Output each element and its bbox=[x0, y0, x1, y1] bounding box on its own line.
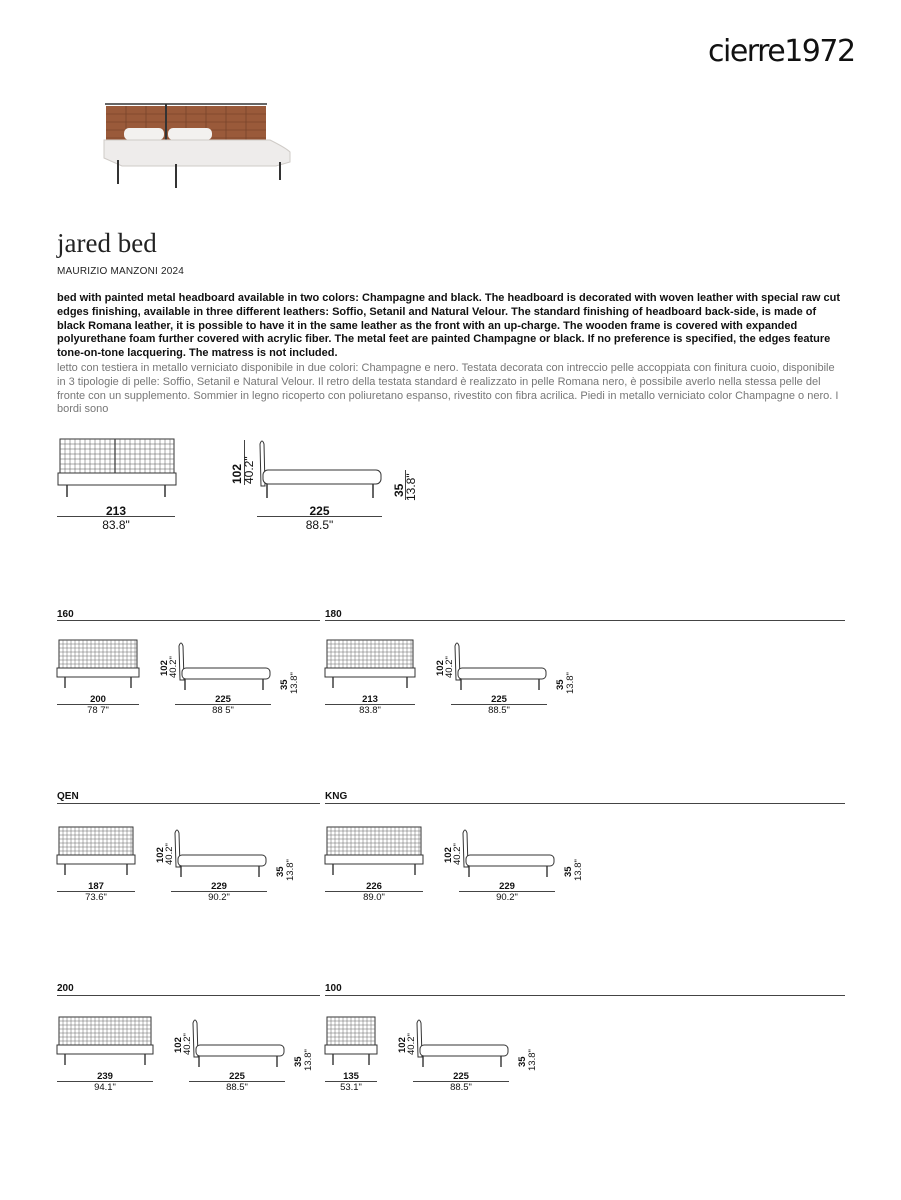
front-view-drawing bbox=[57, 825, 135, 879]
bed-product-image bbox=[100, 100, 295, 190]
length-in: 90.2" bbox=[496, 892, 518, 903]
bed-height-in: 13.8" bbox=[289, 672, 300, 694]
product-title: jared bed bbox=[57, 228, 157, 258]
length-cm: 225 bbox=[491, 694, 507, 705]
bed-height-in: 13.8" bbox=[565, 672, 576, 694]
length-cm: 225 bbox=[453, 1071, 469, 1082]
height-in: 40.2" bbox=[182, 1033, 193, 1055]
width-in: 89.0" bbox=[363, 892, 385, 903]
size-label: KNG bbox=[325, 791, 348, 802]
width-cm: 187 bbox=[88, 881, 104, 892]
bed-height-in: 13.8" bbox=[573, 859, 584, 881]
width-in: 83.8" bbox=[359, 705, 381, 716]
width-in: 78 7" bbox=[87, 705, 109, 716]
designer-credit: MAURIZIO MANZONI 2024 bbox=[57, 266, 184, 277]
section-divider bbox=[57, 620, 320, 621]
bed-height-in: 13.8" bbox=[303, 1049, 314, 1071]
description-italian: letto con testiera in metallo verniciato disponibile in due colori: Champagne e nero. Testata decorata con intreccio pelle accoppiata con finitura cuoio, disponibile in 3 tipologie di pelle: Soffio, Setanil e Natural Velour. Il retro della testata standard è realizzato in pelle Romana nero, è possibile averlo nella stessa pelle del fronte con un supplemento. Sommier in legno ricoperto con poliuretano espanso, rivestito con fibra acrilica. Piedi in metallo verniciato color Champagne o nero. I bordi sono bbox=[57, 362, 839, 416]
main-length-cm: 225 bbox=[309, 504, 330, 518]
bed-height-in: 13.8" bbox=[527, 1049, 538, 1071]
side-view-drawing bbox=[413, 1017, 513, 1069]
bed-height-cm: 35 bbox=[517, 1056, 528, 1067]
side-view-drawing bbox=[175, 640, 275, 692]
bed-height-cm: 35 bbox=[293, 1056, 304, 1067]
height-in: 40.2" bbox=[406, 1033, 417, 1055]
width-in: 73.6" bbox=[85, 892, 107, 903]
front-view-drawing bbox=[57, 638, 139, 692]
size-label: 180 bbox=[325, 609, 342, 620]
front-view-drawing bbox=[325, 825, 423, 879]
side-view-drawing bbox=[255, 436, 385, 500]
size-label: 200 bbox=[57, 983, 74, 994]
height-cm: 102 bbox=[435, 660, 446, 676]
height-in: 40.2" bbox=[444, 656, 455, 678]
bed-height-cm: 35 bbox=[563, 866, 574, 877]
size-label: 160 bbox=[57, 609, 74, 620]
height-in: 40.2" bbox=[452, 843, 463, 865]
height-cm: 102 bbox=[173, 1037, 184, 1053]
description-english: bed with painted metal headboard available in two colors: Champagne and black. The headboard is decorated with woven leather with special raw cut edges finishing, available in three different leathers: Soffio, Setanil and Natural Velour. The standard finishing of headboard back-side, is made of black Romana leather, it is possible to have it in the same leather as the front with an up-charge. The wooden frame is covered with expanded polyurethane foam further covered with acrylic fiber. The metal feet are painted Champagne or black. If no preference is specified, the edges feature tone-on-tone lacquering. The matress is not included. bbox=[57, 292, 841, 360]
main-width-in: 83.8" bbox=[102, 518, 130, 532]
height-cm: 102 bbox=[397, 1037, 408, 1053]
brand-logo: cierre1972 bbox=[708, 34, 855, 69]
width-cm: 213 bbox=[362, 694, 378, 705]
length-cm: 229 bbox=[499, 881, 515, 892]
main-length-in: 88.5" bbox=[305, 518, 334, 532]
width-in: 53.1" bbox=[340, 1082, 362, 1093]
length-cm: 225 bbox=[215, 694, 231, 705]
main-bed-height-in: 13.8" bbox=[404, 473, 418, 501]
length-cm: 225 bbox=[229, 1071, 245, 1082]
size-label: QEN bbox=[57, 791, 79, 802]
length-in: 88 5" bbox=[212, 705, 234, 716]
main-height-in: 40.2" bbox=[242, 456, 256, 484]
front-view-drawing bbox=[325, 638, 415, 692]
section-divider bbox=[57, 995, 320, 996]
side-view-drawing bbox=[171, 827, 271, 879]
bed-height-in: 13.8" bbox=[285, 859, 296, 881]
height-cm: 102 bbox=[443, 847, 454, 863]
width-cm: 200 bbox=[90, 694, 106, 705]
bed-height-cm: 35 bbox=[279, 679, 290, 690]
section-divider bbox=[325, 620, 845, 621]
width-in: 94.1" bbox=[94, 1082, 116, 1093]
section-divider bbox=[325, 995, 845, 996]
section-divider bbox=[325, 803, 845, 804]
length-in: 88.5" bbox=[450, 1082, 472, 1093]
length-in: 88.5" bbox=[226, 1082, 248, 1093]
height-cm: 102 bbox=[155, 847, 166, 863]
length-in: 88.5" bbox=[488, 705, 510, 716]
length-in: 90.2" bbox=[208, 892, 230, 903]
front-view-drawing bbox=[57, 437, 177, 499]
front-view-drawing bbox=[57, 1015, 153, 1069]
side-view-drawing bbox=[459, 827, 559, 879]
main-width-cm: 213 bbox=[105, 504, 127, 518]
section-divider bbox=[57, 803, 320, 804]
height-in: 40.2" bbox=[164, 843, 175, 865]
width-cm: 239 bbox=[97, 1071, 113, 1082]
bed-height-cm: 35 bbox=[555, 679, 566, 690]
height-in: 40.2" bbox=[168, 656, 179, 678]
width-cm: 226 bbox=[366, 881, 382, 892]
size-label: 100 bbox=[325, 983, 342, 994]
length-cm: 229 bbox=[211, 881, 227, 892]
bed-height-cm: 35 bbox=[275, 866, 286, 877]
front-view-drawing bbox=[325, 1015, 377, 1069]
height-cm: 102 bbox=[159, 660, 170, 676]
side-view-drawing bbox=[189, 1017, 289, 1069]
side-view-drawing bbox=[451, 640, 551, 692]
main-bed-height-cm: 35 bbox=[392, 483, 406, 497]
main-height-cm: 102 bbox=[230, 463, 244, 484]
width-cm: 135 bbox=[343, 1071, 359, 1082]
